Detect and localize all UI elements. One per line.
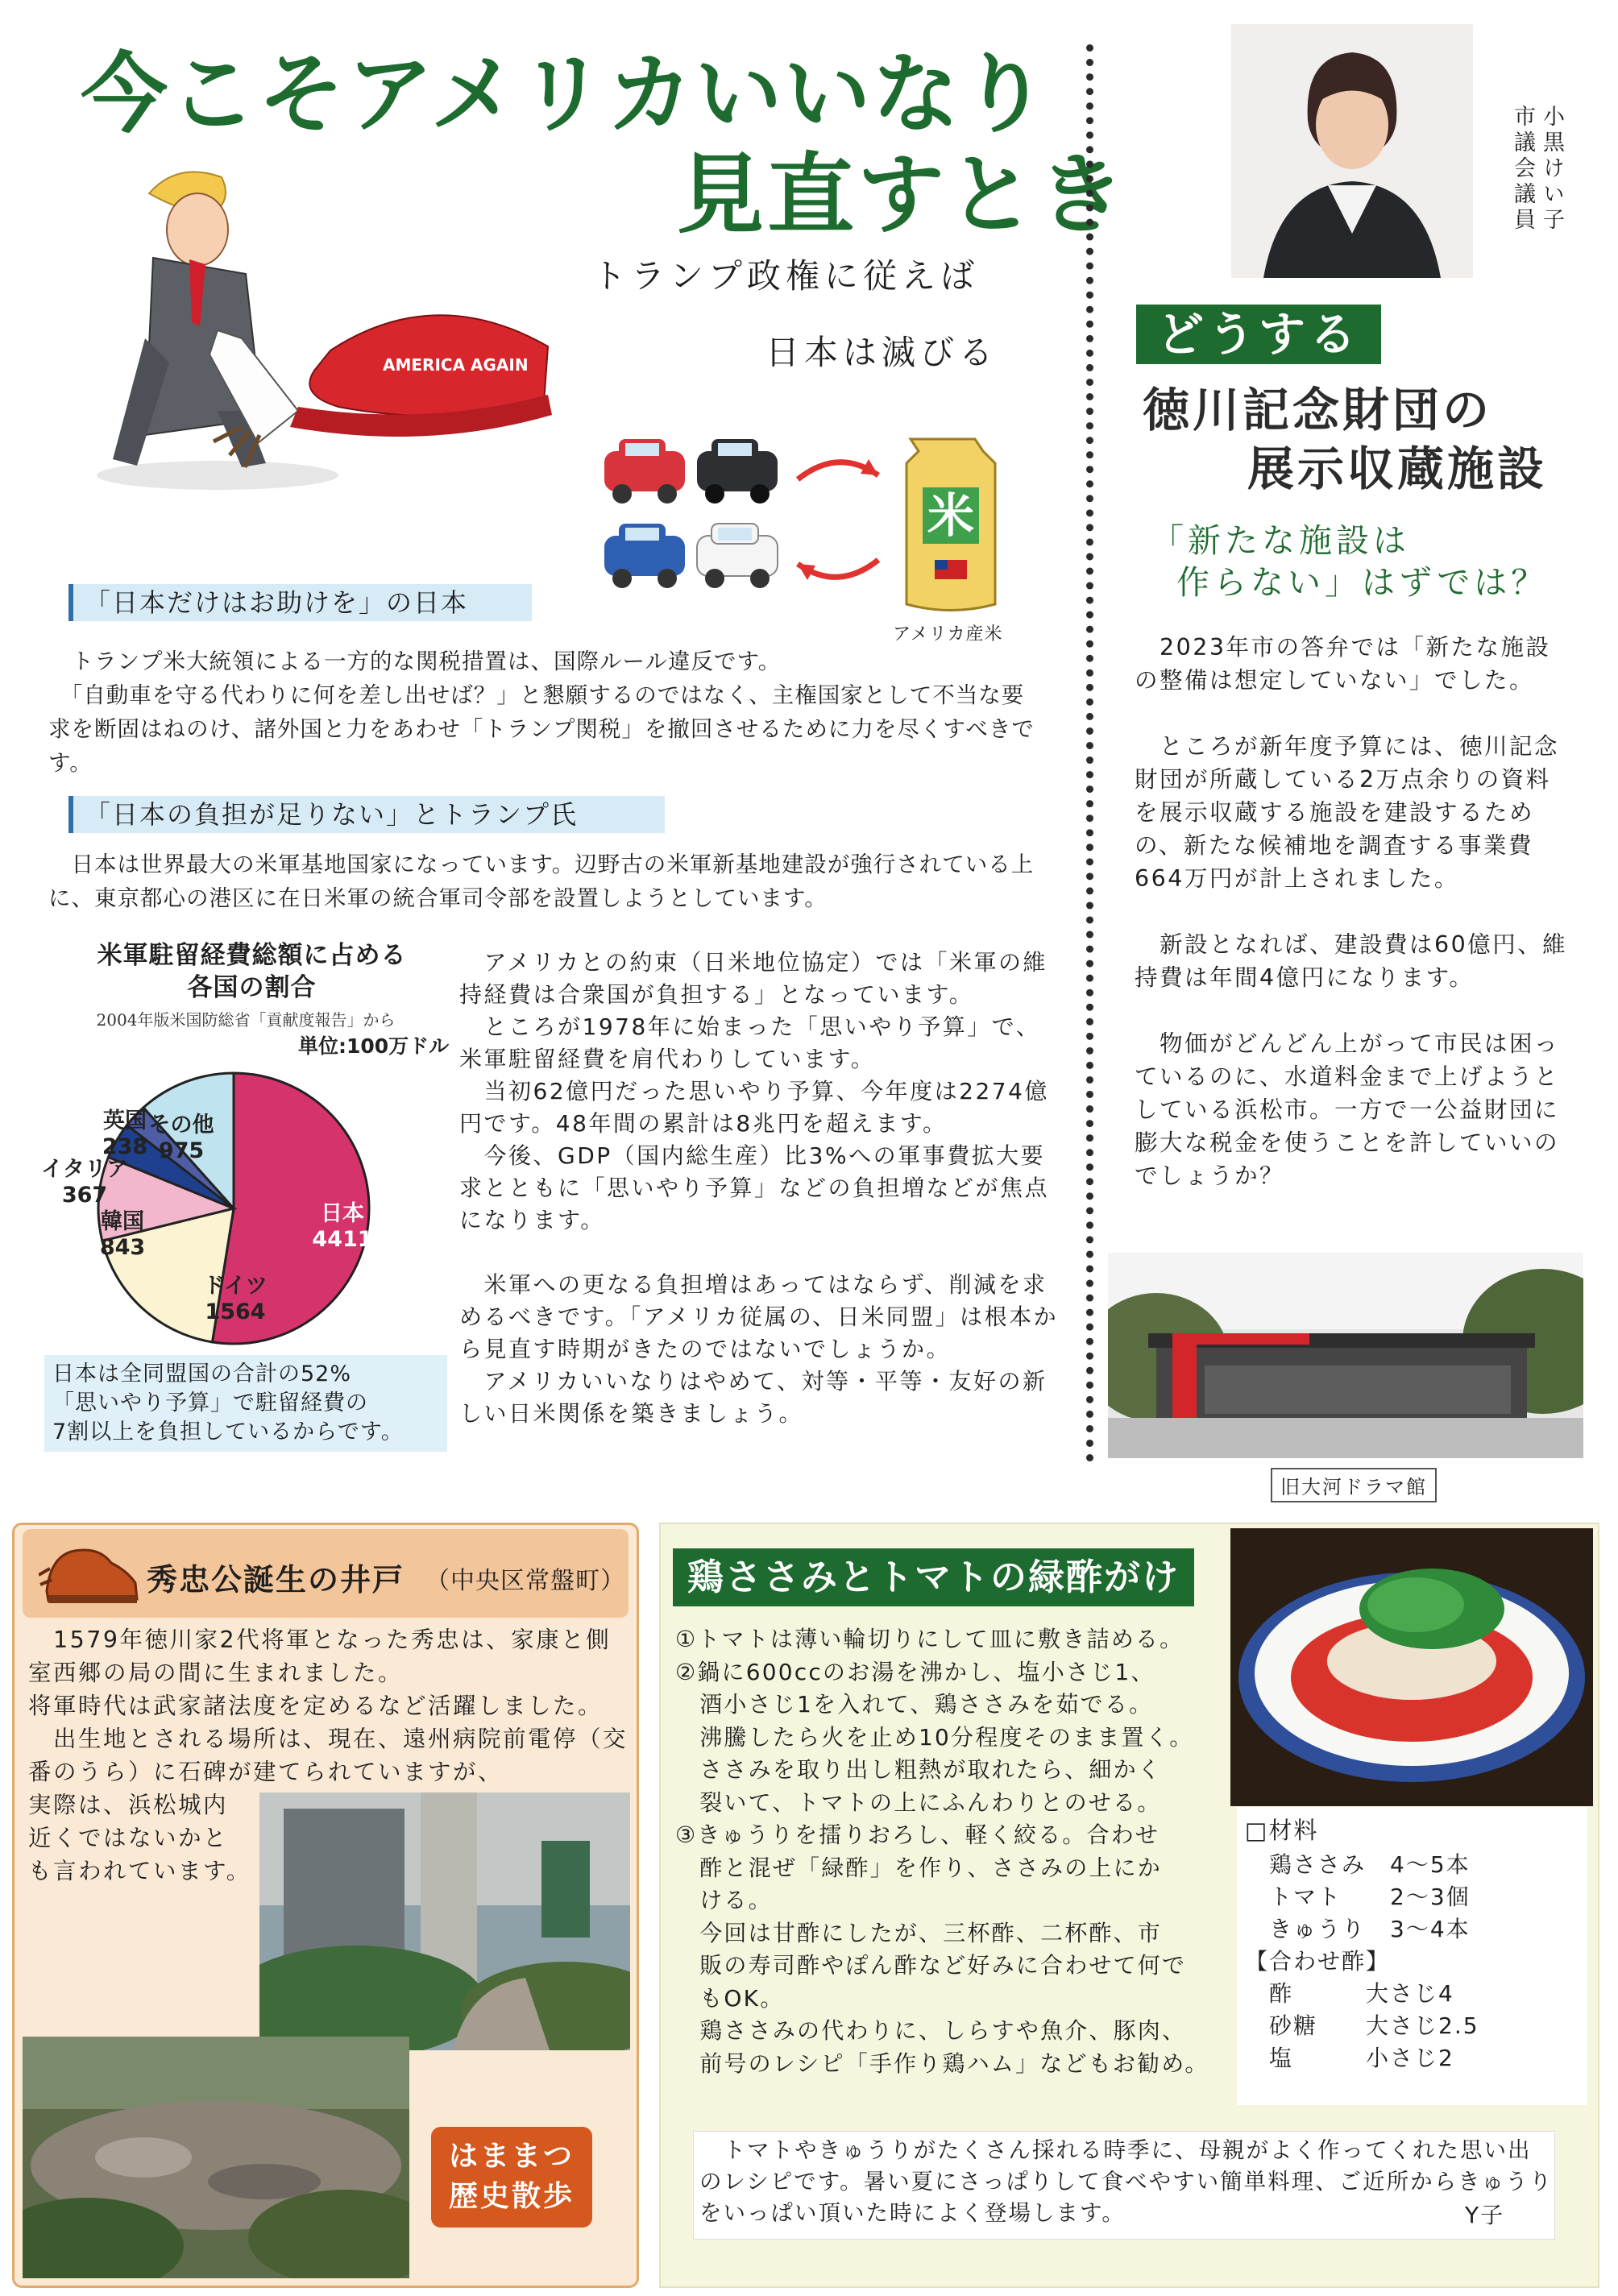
history-location: （中央区常盤町） bbox=[425, 1567, 625, 1595]
section2-body: 日本は世界最大の米軍基地国家になっています。辺野古の米軍新基地建設が強行されている上に、東京都心の港区に在日米軍の統合軍司令部を設置しようとしています。 bbox=[48, 852, 1035, 911]
ingredients-heading: □材料 bbox=[1245, 1817, 1319, 1844]
recipe-signature: Y子 bbox=[1465, 2202, 1505, 2228]
history-body-2: 実際は、浜松城内 近くではないかと も言われています。 bbox=[28, 1792, 251, 1884]
middle-column-body: アメリカとの約束（日米地位協定）では「米軍の維持経費は合衆国が負担する」となっています。 ところが1978年に始まった「思いやり予算」で、米軍駐留経費を肩代わりしています。 当初62億円だった思いやり予算、今年度は2274億円です。48年間の累計は8兆円を超えます。 今後、GDP（国内総生産）比3%への軍事費拡大要求とともに「思いやり予算」などの負担増などが焦点になります。 米軍への更なる負担増はあってはならず、削減を求めるべきです。「アメリカ従属の、日米同盟」は根本から見直す時期がきたのではないでしょうか。 アメリカいいなりはやめて、対等・平等・友好の新しい日米関係を築きましょう。 bbox=[459, 949, 1059, 1427]
badge-line2: 歴史散歩 bbox=[448, 2180, 575, 2213]
column-divider bbox=[1086, 44, 1093, 1462]
headline-line1: 今こそアメリカいいなり bbox=[81, 44, 1050, 145]
car-dark-icon bbox=[697, 439, 778, 504]
history-series-badge bbox=[431, 2127, 592, 2228]
car-blue-icon bbox=[604, 524, 685, 588]
walking-shoe-icon bbox=[39, 1535, 143, 1611]
pie-label-4: 英国 bbox=[103, 1109, 147, 1133]
pie-label-3: イタリア bbox=[41, 1157, 128, 1182]
dousuru-tag: どうする bbox=[1136, 305, 1381, 364]
pie-label-5: その他 bbox=[148, 1113, 214, 1138]
history-title: 秀忠公誕生の井戸 bbox=[147, 1562, 405, 1598]
pie-unit-label: 単位:100万ドル bbox=[298, 1034, 450, 1058]
ingredients-list: 鶏ささみ 4〜5本 トマト 2〜3個 きゅうり 3〜4本 【合わせ酢】 酢 大さじ4 砂糖 大さじ2.5 塩 小さじ2 bbox=[1245, 1851, 1479, 2071]
chart-source: 2004年版米国防総省「貢献度報告」から bbox=[96, 1010, 396, 1030]
right-title-2: 展示収蔵施設 bbox=[1247, 441, 1548, 496]
pie-value-1: 1564 bbox=[205, 1299, 266, 1324]
rice-char: 米 bbox=[927, 488, 975, 543]
section1-title: 「日本だけはお助けを」の日本 bbox=[68, 584, 532, 621]
trump-illustration bbox=[56, 153, 556, 508]
cap-text: AMERICA AGAIN bbox=[383, 355, 529, 375]
section2-title: 「日本の負担が足りない」とトランプ氏 bbox=[68, 796, 665, 833]
subhead-2: 日本は滅びる bbox=[765, 333, 998, 372]
right-body: 2023年市の答弁では「新たな施設の整備は想定していない」でした。 ところが新年度予算には、徳川記念財団が所蔵している2万点余りの資料を展示収蔵する施設を建設するための、新たな候補地を調査する事業費664万円が計上されました。 新設となれば、建設費は60億円、維持費は年間4億円になります。 物価がどんどん上がって市民は困っているのに、水道料金まで上げようとしている浜松市。一方で一公益財団に膨大な税金を使うことを許していいのでしょうか？ bbox=[1135, 634, 1568, 1189]
pie-value-2: 843 bbox=[99, 1235, 146, 1260]
chart-title-2: 各国の割合 bbox=[187, 973, 317, 1002]
pie-value-0: 4411 bbox=[312, 1227, 373, 1252]
drama-hall-caption: 旧大河ドラマ館 bbox=[1271, 1468, 1437, 1502]
right-question-1: 「新たな施設は bbox=[1151, 521, 1410, 560]
pie-value-4: 238 bbox=[102, 1134, 148, 1159]
pie-label-2: 韓国 bbox=[101, 1209, 144, 1234]
chart-note: 日本は全同盟国の合計の52% 「思いやり予算」で駐留経費の 7割以上を負担しているからです。 bbox=[44, 1355, 447, 1452]
drama-hall-photo bbox=[1108, 1253, 1583, 1458]
pie-value-3: 367 bbox=[61, 1183, 108, 1208]
right-title-1: 徳川記念財団の bbox=[1143, 383, 1493, 437]
pie-label-0: 日本 bbox=[321, 1201, 364, 1226]
cars-trade-illustration bbox=[596, 431, 1039, 632]
well-photo-bottom bbox=[23, 2037, 409, 2278]
right-question-2: 作らない」はずでは？ bbox=[1176, 563, 1549, 602]
section1-body: トランプ米大統領による一方的な関税措置は、国際ルール違反です。 「自動車を守る代わりに何を差し出せば？」と懇願するのではなく、主権国家として不当な要求を断固はねのけ、諸外国と力をあわせ「トランプ関税」を撤回させるために力を尽くすべきです。 bbox=[48, 649, 1035, 776]
recipe-dish-photo bbox=[1230, 1528, 1593, 1806]
badge-line1: はままつ bbox=[448, 2140, 575, 2173]
rice-bag-icon bbox=[906, 439, 995, 611]
chart-title-1: 米軍駐留経費総額に占める bbox=[97, 941, 407, 970]
author-name: 小黒けい子 bbox=[1539, 105, 1564, 234]
pie-chart bbox=[32, 1027, 451, 1349]
pie-value-5: 975 bbox=[158, 1138, 205, 1163]
pie-label-1: ドイツ bbox=[203, 1274, 268, 1299]
history-body: 1579年徳川家2代将軍となった秀忠は、家康と側室西郷の局の間に生まれました。 将軍時代は武家諸法度を定めるなど活躍しました。 出生地とされる場所は、現在、遠州病院前電停（交番のうら）に石碑が建てられていますが、 bbox=[28, 1627, 629, 1785]
rice-caption: アメリカ産米 bbox=[893, 624, 1003, 644]
recipe-title: 鶏ささみとトマトの緑酢がけ bbox=[673, 1548, 1194, 1606]
recipe-footer: トマトやきゅうりがたくさん採れる時季に、母親がよく作ってくれた思い出のレシピです。暑い夏にさっぱりして食べやすい簡単料理、ご近所からきゅうりをいっぱい頂いた時によく登場します。 bbox=[699, 2137, 1554, 2226]
subhead-1: トランプ政権に従えば bbox=[592, 256, 980, 296]
recipe-steps: ①トマトは薄い輪切りにして皿に敷き詰める。 ②鍋に600ccのお湯を沸かし、塩小さじ1、 酒小さじ1を入れて、鶏ささみを茹でる。 沸騰したら火を止め10分程度そのまま置く。 ささみを取り出し粗熱が取れたら、細かく 裂いて、トマトの上にふんわりとのせる。 ③きゅうりを擂りおろし、軽く絞る。合わせ 酢と混ぜ「緑酢」を作り、ささみの上にか ける。 今回は甘酢にしたが、三杯酢、二杯酢、市 販の寿司酢やぽん酢など好みに合わせて何で もOK。 鶏ささみの代わりに、しらすや魚介、豚肉、 前号のレシピ「手作り鶏ハム」などもお勧め。 bbox=[675, 1626, 1209, 2077]
well-photo-top bbox=[259, 1792, 630, 2050]
car-white-icon bbox=[697, 524, 778, 588]
car-red-icon bbox=[604, 439, 685, 504]
author-role: 市議会議員 bbox=[1510, 105, 1535, 234]
author-photo bbox=[1231, 24, 1473, 278]
headline-line2: 見直すとき bbox=[677, 145, 1129, 246]
